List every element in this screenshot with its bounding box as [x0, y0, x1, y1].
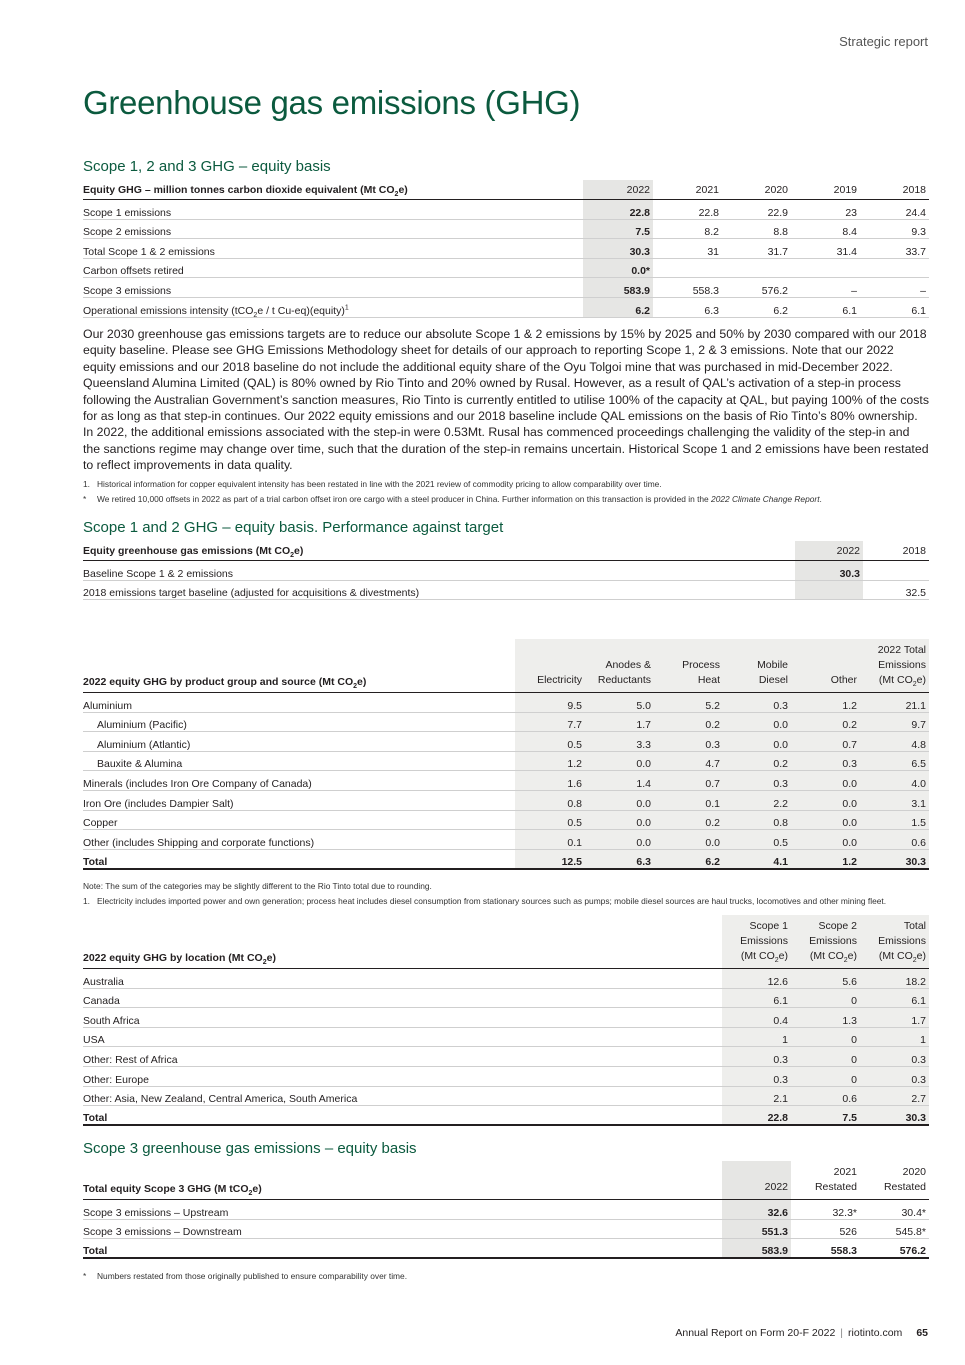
cell-value	[795, 580, 863, 600]
cell-value: 0.0	[791, 790, 860, 810]
col-header	[860, 915, 929, 969]
col-header: 2020	[722, 180, 791, 200]
cell-value: 0.1	[654, 790, 723, 810]
table-row	[83, 297, 929, 317]
row-label: Australia	[83, 969, 722, 989]
col-header: 2021	[653, 180, 722, 200]
table-row	[83, 1219, 929, 1239]
cell-value: 0	[791, 1047, 860, 1067]
cell-value: 0.0	[654, 830, 723, 850]
cell-value: 583.9	[722, 1239, 791, 1259]
cell-value: 1	[860, 1027, 929, 1047]
row-label: Other: Asia, New Zealand, Central America, South America	[83, 1086, 722, 1106]
cell-value: 30.3	[583, 239, 653, 259]
cell-value: 0.0	[723, 732, 791, 752]
cell-value: 0.1	[515, 830, 585, 850]
cell-value: 0.3	[722, 1066, 791, 1086]
cell-value: 0.7	[654, 771, 723, 791]
col-header-line: Anodes &	[605, 659, 651, 671]
col-header-line	[725, 1165, 788, 1180]
col-header-line: (Mt $CO_2e$)	[809, 950, 857, 965]
table-header: 2022 equity GHG by product group and source (Mt $CO_2e$)	[83, 639, 515, 693]
cell-value: 576.2	[860, 1239, 929, 1259]
row-label: Other: Europe	[83, 1066, 722, 1086]
footnote: 1. Electricity includes imported power and own generation; process heat includes diesel consumption from stationary sources such as pumps; mobile diesel sources are haul trucks, locomotives and other mining fleet.	[83, 895, 887, 906]
cell-value: 0.0	[723, 712, 791, 732]
cell-value: 31.4	[791, 239, 860, 259]
cell-value: 3.1	[860, 790, 929, 810]
row-label: Aluminium (Pacific)	[83, 712, 515, 732]
cell-value: 33.7	[860, 239, 929, 259]
cell-value: 1.4	[585, 771, 654, 791]
table-row	[83, 712, 929, 732]
cell-value: 1.3	[791, 1008, 860, 1028]
report-title: Annual Report on Form 20-F 2022	[675, 1327, 836, 1339]
cell-value: 0.8	[723, 810, 791, 830]
page-number: 65	[916, 1327, 928, 1339]
col-header	[791, 1161, 860, 1200]
col-header: 2022	[795, 541, 863, 561]
table-row	[83, 200, 929, 220]
col-header-line: Total	[903, 920, 926, 932]
col-header-line: Restated	[883, 1181, 926, 1193]
cell-value: 6.1	[722, 988, 791, 1008]
cell-value: 0.2	[654, 810, 723, 830]
col-header-line: Emissions	[878, 659, 926, 671]
product-group-section	[83, 639, 929, 907]
cell-value: 3.3	[585, 732, 654, 752]
col-header-line: (Mt $CO_2e$)	[878, 674, 926, 689]
col-header-line	[726, 643, 788, 658]
row-label: Other (includes Shipping and corporate functions)	[83, 830, 515, 850]
col-header	[860, 1161, 929, 1200]
cell-value: 1.2	[791, 849, 860, 869]
cell-value: 1.7	[860, 1008, 929, 1028]
table-row	[83, 790, 929, 810]
cell-value: 2.2	[723, 790, 791, 810]
cell-value: 0	[791, 1027, 860, 1047]
cell-value: 0.6	[791, 1086, 860, 1106]
row-label: Baseline Scope 1 & 2 emissions	[83, 561, 795, 581]
cell-value: 32.3*	[791, 1200, 860, 1220]
table-row	[83, 771, 929, 791]
col-header-line: Process	[682, 659, 720, 671]
table-header: Equity greenhouse gas emissions (Mt $CO_2e$)	[83, 541, 795, 561]
page-footer	[675, 1327, 928, 1339]
cell-value: 0.8	[515, 790, 585, 810]
col-header: 2018	[860, 180, 929, 200]
row-label: Carbon offsets retired	[83, 258, 583, 278]
cell-value: 1.7	[585, 712, 654, 732]
table-header: Total equity Scope 3 GHG (M tCO$_2$e)	[83, 1161, 722, 1200]
footnote: 1. Historical information for copper equivalent intensity has been restated in line with the 2021 review of commodity pricing to allow comparability over time.	[83, 479, 662, 489]
col-header-line: Emissions	[878, 935, 926, 947]
col-header	[723, 639, 791, 693]
scope3-table	[83, 1161, 929, 1259]
cell-value: 0.0	[585, 810, 654, 830]
cell-value: 2.7	[860, 1086, 929, 1106]
col-header-line: Emissions	[809, 935, 857, 947]
col-header	[722, 915, 791, 969]
col-header	[860, 639, 929, 693]
cell-value: 6.2	[583, 297, 653, 317]
cell-value: 5.2	[654, 693, 723, 713]
cell-value: 6.3	[585, 849, 654, 869]
col-header	[654, 639, 723, 693]
col-header	[791, 915, 860, 969]
cell-value: 0.0	[791, 810, 860, 830]
table-row	[83, 258, 929, 278]
cell-value: 0.0	[585, 751, 654, 771]
table-row	[83, 969, 929, 989]
cell-value	[722, 258, 791, 278]
row-label: Aluminium	[83, 693, 515, 713]
cell-value: 7.5	[583, 219, 653, 239]
cell-value: 6.2	[654, 849, 723, 869]
col-header: 2022	[583, 180, 653, 200]
cell-value: 0	[791, 1066, 860, 1086]
row-label: Canada	[83, 988, 722, 1008]
col-header-line	[588, 643, 651, 658]
cell-value: 4.7	[654, 751, 723, 771]
row-label: Scope 1 emissions	[83, 200, 583, 220]
cell-value: 0	[791, 988, 860, 1008]
col-header-line: Mobile	[757, 659, 788, 671]
cell-value: 30.4*	[860, 1200, 929, 1220]
row-label: South Africa	[83, 1008, 722, 1028]
col-header-line	[657, 643, 720, 658]
total-row	[83, 849, 929, 869]
section-title-scope3: Scope 3 greenhouse gas emissions – equity basis	[83, 1140, 417, 1157]
col-header-line: Scope 1	[749, 920, 788, 932]
cell-value: 558.3	[791, 1239, 860, 1259]
cell-value: 24.4	[860, 200, 929, 220]
cell-value: 576.2	[722, 278, 791, 298]
cell-value: 0.0*	[583, 258, 653, 278]
cell-value: 32.5	[863, 580, 929, 600]
performance-table	[83, 541, 929, 600]
cell-value: 7.5	[791, 1106, 860, 1126]
row-label: Minerals (includes Iron Ore Company of Canada)	[83, 771, 515, 791]
product-group-table	[83, 639, 929, 870]
table-row	[83, 1086, 929, 1106]
cell-value: 7.7	[515, 712, 585, 732]
cell-value: 30.3	[860, 1106, 929, 1126]
cell-value: 22.8	[583, 200, 653, 220]
cell-value: 0.2	[791, 712, 860, 732]
cell-value: 18.2	[860, 969, 929, 989]
cell-value: 0.2	[723, 751, 791, 771]
cell-value: 9.3	[860, 219, 929, 239]
cell-value: 6.1	[791, 297, 860, 317]
cell-value	[863, 561, 929, 581]
section-title-scope123: Scope 1, 2 and 3 GHG – equity basis	[83, 158, 331, 175]
footnotes-scope3	[83, 1270, 929, 1282]
website-link[interactable]: riotinto.com	[848, 1327, 903, 1339]
cell-value: 1.5	[860, 810, 929, 830]
cell-value: 0.3	[723, 771, 791, 791]
cell-value: 0.3	[860, 1047, 929, 1067]
col-header-line: (Mt $CO_2e$)	[740, 950, 788, 965]
row-label: Bauxite & Alumina	[83, 751, 515, 771]
cell-value: 32.6	[722, 1200, 791, 1220]
cell-value: 23	[791, 200, 860, 220]
cell-value	[860, 258, 929, 278]
table-row	[83, 580, 929, 600]
table-row	[83, 1008, 929, 1028]
cell-value: 30.3	[795, 561, 863, 581]
table-row	[83, 239, 929, 259]
cell-value	[653, 258, 722, 278]
row-label: Aluminium (Atlantic)	[83, 732, 515, 752]
cell-value: 6.3	[653, 297, 722, 317]
cell-value: 9.5	[515, 693, 585, 713]
table-header: 2022 equity GHG by location (Mt $CO_2e$)	[83, 915, 722, 969]
row-label: Total	[83, 849, 515, 869]
cell-value: 12.6	[722, 969, 791, 989]
cell-value: 1.6	[515, 771, 585, 791]
col-header-line	[794, 643, 857, 658]
row-label: USA	[83, 1027, 722, 1047]
cell-value: 21.1	[860, 693, 929, 713]
table-row	[83, 561, 929, 581]
col-header	[791, 639, 860, 693]
footnote: * We retired 10,000 offsets in 2022 as part of a trial carbon offset iron ore cargo with a steel producer in China. Further information on this transaction is provided in the 2022 Climate Change Report.	[83, 494, 822, 504]
cell-value: 1.2	[515, 751, 585, 771]
col-header-line: (Mt $CO_2e$)	[878, 950, 926, 965]
location-section	[83, 915, 929, 1126]
footer-separator: |	[840, 1327, 844, 1339]
cell-value: 5.6	[791, 969, 860, 989]
row-label: Scope 3 emissions	[83, 278, 583, 298]
cell-value: 4.0	[860, 771, 929, 791]
footnote: Note: The sum of the categories may be slightly different to the Rio Tinto total due to rounding.	[83, 880, 432, 891]
col-header	[515, 639, 585, 693]
col-header-line	[794, 658, 857, 673]
table-row	[83, 219, 929, 239]
col-header: 2018	[863, 541, 929, 561]
col-header-line: Restated	[814, 1181, 857, 1193]
row-label: Scope 3 emissions – Downstream	[83, 1219, 722, 1239]
table-row	[83, 1066, 929, 1086]
cell-value: 6.2	[722, 297, 791, 317]
scope123-section	[83, 158, 929, 318]
col-header-line: 2020	[902, 1166, 926, 1178]
col-header: 2019	[791, 180, 860, 200]
cell-value: 5.0	[585, 693, 654, 713]
col-header-line: Emissions	[740, 935, 788, 947]
cell-value: 6.5	[860, 751, 929, 771]
table-header: Equity GHG – million tonnes carbon dioxide equivalent (Mt $CO_2e$)	[83, 180, 583, 200]
table-row	[83, 1027, 929, 1047]
cell-value: 0.5	[723, 830, 791, 850]
cell-value: 8.4	[791, 219, 860, 239]
table-row	[83, 1047, 929, 1067]
col-header-line: Other	[830, 674, 857, 686]
table-row	[83, 693, 929, 713]
table-row	[83, 751, 929, 771]
col-header-line: Electricity	[537, 674, 582, 686]
total-row	[83, 1106, 929, 1126]
cell-value: 30.3	[860, 849, 929, 869]
cell-value: 6.1	[860, 297, 929, 317]
cell-value: 8.2	[653, 219, 722, 239]
table-row	[83, 1200, 929, 1220]
cell-value: –	[860, 278, 929, 298]
cell-value: 0.7	[791, 732, 860, 752]
cell-value: 22.8	[722, 1106, 791, 1126]
cell-value: 4.1	[723, 849, 791, 869]
cell-value: 2.1	[722, 1086, 791, 1106]
table-row	[83, 278, 929, 298]
col-header	[722, 1161, 791, 1200]
cell-value: 4.8	[860, 732, 929, 752]
cell-value: 545.8*	[860, 1219, 929, 1239]
cell-value: 0.3	[723, 693, 791, 713]
cell-value: 1.2	[791, 693, 860, 713]
col-header-line: Heat	[697, 674, 720, 686]
row-label: Scope 2 emissions	[83, 219, 583, 239]
cell-value: 526	[791, 1219, 860, 1239]
row-label: Total	[83, 1106, 722, 1126]
table-row	[83, 830, 929, 850]
cell-value: 0.5	[515, 810, 585, 830]
table-row	[83, 810, 929, 830]
scope123-table	[83, 180, 929, 318]
page-title: Greenhouse gas emissions (GHG)	[83, 84, 581, 121]
section-label: Strategic report	[839, 34, 928, 49]
cell-value: 0.5	[515, 732, 585, 752]
cell-value: 0.3	[860, 1066, 929, 1086]
cell-value: 0.3	[722, 1047, 791, 1067]
total-row	[83, 1239, 929, 1259]
cell-value: 0.0	[585, 830, 654, 850]
cell-value: 22.9	[722, 200, 791, 220]
methodology-paragraph: Our 2030 greenhouse gas emissions targets are to reduce our absolute Scope 1 & 2 emissions by 15% by 2025 and 50% by 2030 compared with our 2018 equity baseline. Please see GHG Emissions Methodology sheet for details of our approach to reporting Scope 1, 2 & 3 emissions. Note that our 2022 equity emissions and our 2018 baseline do not include the additional equity share of the Oyu Tolgoi mine that was purchased in mid-December 2022. Queensland Alumina Limited (QAL) is 80% owned by Rio Tinto and 20% owned by Rusal. However, as a result of QAL’s activation of a step-in process following the Australian Government’s sanction measures, Rio Tinto is currently entitled to utilise 100% of the capacity at QAL, but paying 100% of the costs for as long as that step-in continues. Our 2022 equity emissions and our 2018 baseline include QAL emissions on the basis of Rio Tinto’s 80% ownership. In 2022, the additional emissions associated with the step-in were 0.53Mt. Rusal has commenced proceedings challenging the validity of the step-in and the sanctions regime may change over time, such that the duration of the step-in remains uncertain. Historical Scope 1 and 2 emissions have been restated to reflect improvements in data quality.	[83, 327, 929, 473]
cell-value: 0.0	[791, 771, 860, 791]
row-label: Total	[83, 1239, 722, 1259]
col-header-line: Reductants	[597, 674, 651, 686]
cell-value: 583.9	[583, 278, 653, 298]
cell-value: 31.7	[722, 239, 791, 259]
footnotes-product	[83, 880, 929, 907]
row-label: Scope 3 emissions – Upstream	[83, 1200, 722, 1220]
cell-value: 0.0	[791, 830, 860, 850]
col-header-line: Diesel	[758, 674, 788, 686]
cell-value: 22.8	[653, 200, 722, 220]
performance-section	[83, 519, 929, 600]
cell-value: 0.3	[791, 751, 860, 771]
col-header-line: 2021	[833, 1166, 857, 1178]
table-row	[83, 988, 929, 1008]
col-header-line	[518, 658, 582, 673]
col-header-line	[518, 643, 582, 658]
col-header-line: Scope 2	[818, 920, 857, 932]
row-label: Iron Ore (includes Dampier Salt)	[83, 790, 515, 810]
location-table	[83, 915, 929, 1126]
row-label: Operational emissions intensity (tCO$_2$e / t Cu-eq)(equity)$^1$	[83, 297, 583, 317]
row-label: Other: Rest of Africa	[83, 1047, 722, 1067]
cell-value: 0.0	[585, 790, 654, 810]
row-label: Copper	[83, 810, 515, 830]
cell-value: 0.2	[654, 712, 723, 732]
cell-value: 558.3	[653, 278, 722, 298]
cell-value: 6.1	[860, 988, 929, 1008]
cell-value: –	[791, 278, 860, 298]
col-header-line: 2022 Total	[877, 644, 926, 656]
cell-value: 0.3	[654, 732, 723, 752]
cell-value: 1	[722, 1027, 791, 1047]
table-row	[83, 732, 929, 752]
cell-value: 9.7	[860, 712, 929, 732]
row-label: 2018 emissions target baseline (adjusted for acquisitions & divestments)	[83, 580, 795, 600]
cell-value: 8.8	[722, 219, 791, 239]
cell-value: 12.5	[515, 849, 585, 869]
section-title-performance: Scope 1 and 2 GHG – equity basis. Performance against target	[83, 519, 504, 536]
cell-value: 31	[653, 239, 722, 259]
cell-value: 551.3	[722, 1219, 791, 1239]
row-label: Total Scope 1 & 2 emissions	[83, 239, 583, 259]
scope3-section	[83, 1140, 929, 1282]
cell-value	[791, 258, 860, 278]
col-header-line: 2022	[764, 1181, 788, 1193]
col-header	[585, 639, 654, 693]
footnote: * Numbers restated from those originally published to ensure comparability over time.	[83, 1271, 408, 1282]
footnotes-scope123	[83, 478, 929, 505]
cell-value: 0.6	[860, 830, 929, 850]
cell-value: 0.4	[722, 1008, 791, 1028]
